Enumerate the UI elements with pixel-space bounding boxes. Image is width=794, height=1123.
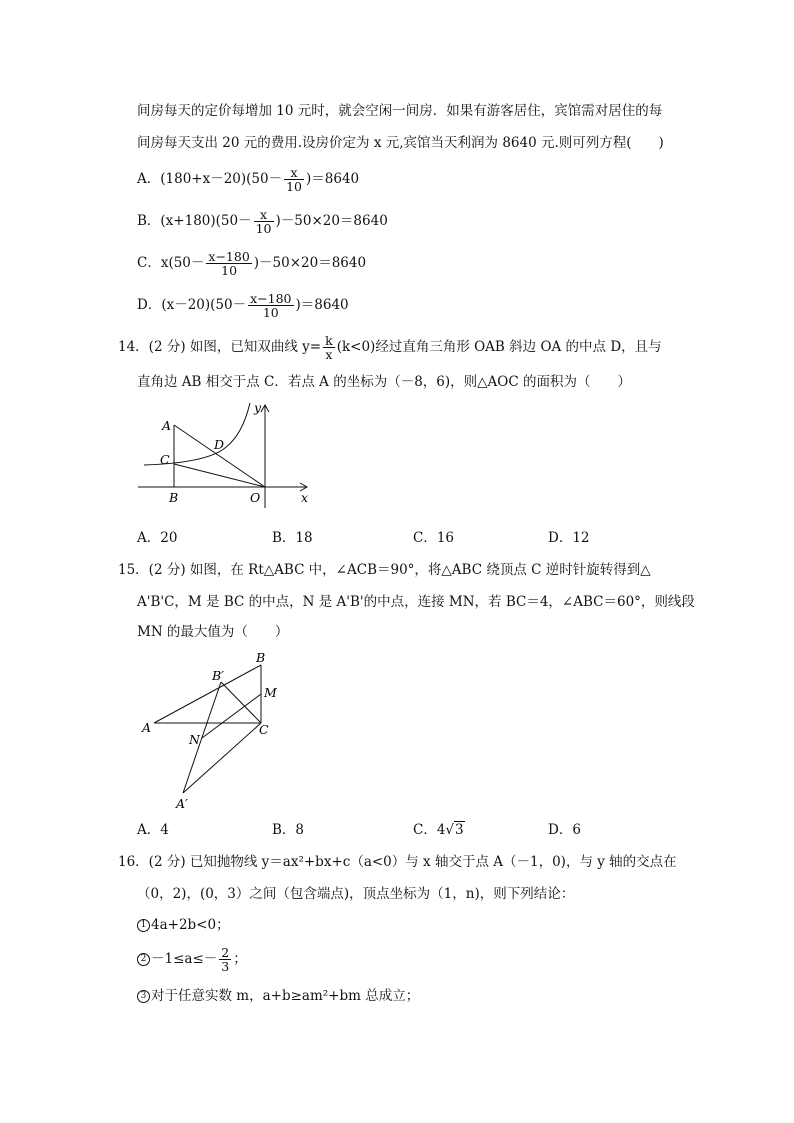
label-m: M	[264, 685, 277, 700]
q16-conclusion-2	[137, 946, 247, 973]
conclusion-2-post: ；	[233, 951, 247, 967]
label-x: x	[301, 490, 309, 505]
fraction-denominator: x	[325, 347, 333, 362]
q13-option-b-fraction	[254, 208, 274, 235]
q13-option-d-fraction	[248, 292, 293, 319]
q14-text-line-2: 直角边 AB 相交于点 C．若点 A 的坐标为（－8，6)，则△AOC 的面积为（ ）	[137, 374, 631, 390]
q13-text-line-1: 间房每天的定价每增加 10 元时，就会空闲一间房．如果有游客居住，宾馆需对居住的每	[137, 103, 663, 119]
fraction-denominator: 10	[255, 221, 272, 236]
label-bprime: B′	[212, 668, 225, 683]
q14-option-b[interactable]: B．18	[272, 530, 313, 546]
q13-option-a[interactable]	[137, 166, 359, 193]
q13-option-c-fraction	[206, 250, 251, 277]
q13-text-line-2: 间房每天支出 20 元的费用.设房价定为 x 元,宾馆当天利润为 8640 元.则可列方程( )	[137, 135, 664, 151]
label-c: C	[259, 722, 269, 737]
q13-option-c-pre: C．x(50－	[137, 255, 205, 271]
q13-option-c-post: )－50×20＝8640	[253, 255, 367, 271]
q14-option-a[interactable]: A．20	[137, 530, 178, 546]
fraction-numerator: x	[284, 166, 304, 180]
segment-oc	[174, 464, 265, 487]
q16-text-line-2: （0，2)，(0，3）之间（包含端点)，顶点坐标为（1，n)，则下列结论：	[137, 886, 575, 902]
q13-option-a-pre: A．(180+x－20)(50－	[137, 171, 283, 187]
q14-figure	[130, 398, 320, 508]
fraction-denominator: 10	[262, 305, 279, 320]
label-o: O	[250, 490, 261, 505]
q14-fraction	[323, 334, 335, 361]
q14-line1-pre: 14．(2 分) 如图，已知双曲线 y=	[118, 339, 322, 355]
q15-option-b[interactable]: B．8	[272, 822, 305, 838]
label-a: A	[142, 720, 152, 735]
q15-option-c-pre: C．4	[413, 822, 446, 838]
conclusion-1-text: 4a+2b<0；	[151, 917, 230, 933]
fraction-denominator: 10	[286, 179, 303, 194]
fraction-numerator: k	[325, 333, 333, 348]
segment-oa	[174, 425, 265, 487]
q13-option-d-post: )＝8640	[295, 297, 349, 313]
segment-bprime-c	[221, 682, 261, 723]
q13-option-a-post: )＝8640	[306, 171, 360, 187]
fraction-numerator: x−180	[208, 249, 250, 264]
q13-option-b[interactable]	[137, 208, 388, 235]
q15-text-line-3: MN 的最大值为（ ）	[137, 624, 289, 640]
q16-conclusion-1	[137, 915, 230, 935]
fraction-numerator: 2	[221, 945, 230, 960]
q15-option-a[interactable]: A．4	[137, 822, 169, 838]
q14-line1-condition: (k<0)	[336, 339, 376, 355]
circled-number-2: 2	[137, 953, 150, 966]
q13-option-a-fraction	[284, 166, 304, 193]
q14-line1-post: 经过直角三角形 OAB 斜边 OA 的中点 D，且与	[375, 339, 662, 355]
label-y: y	[254, 400, 262, 415]
q14-text-line-1	[118, 334, 662, 361]
q13-option-c[interactable]	[137, 250, 366, 277]
q14-option-d[interactable]: D．12	[548, 530, 590, 546]
sqrt-radicand: 3	[455, 822, 464, 838]
label-b: B	[169, 490, 179, 505]
label-a: A	[162, 418, 172, 433]
q13-option-b-pre: B．(x+180)(50－	[137, 213, 252, 229]
q13-option-d-pre: D．(x－20)(50－	[137, 297, 247, 313]
label-aprime: A′	[176, 796, 188, 811]
conclusion-2-pre: －1≤a≤－	[151, 951, 218, 967]
q13-option-b-post: )－50×20＝8640	[275, 213, 388, 229]
fraction-numerator: x−180	[250, 291, 292, 306]
circled-number-3: 3	[137, 990, 150, 1003]
label-n: N	[189, 732, 200, 747]
fraction-denominator: 3	[221, 959, 230, 974]
q15-text-line-2: A'B'C，M 是 BC 的中点，N 是 A'B'的中点，连接 MN，若 BC＝4，∠ABC＝60°，则线段	[137, 594, 695, 610]
q13-option-d[interactable]	[137, 292, 349, 319]
label-b: B	[256, 650, 266, 665]
conclusion-3-text: 对于任意实数 m，a+b≥am²+bm 总成立；	[151, 988, 420, 1004]
q14-option-c[interactable]: C．16	[413, 530, 455, 546]
q15-text-line-1: 15．(2 分) 如图，在 Rt△ABC 中，∠ACB＝90°，将△ABC 绕顶点 C 逆时针旋转得到△	[118, 562, 651, 578]
q15-option-c[interactable]	[413, 820, 465, 840]
fraction-numerator: x	[254, 208, 274, 222]
q15-figure	[138, 648, 288, 818]
q15-option-d[interactable]: D．6	[548, 822, 581, 838]
q16-conclusion-3	[137, 986, 419, 1006]
label-c: C	[160, 452, 170, 467]
label-d: D	[214, 437, 225, 452]
fraction-denominator: 10	[221, 263, 238, 278]
q16-text-line-1: 16．(2 分) 已知抛物线 y＝ax²+bx+c（a<0）与 x 轴交于点 A（－1，0)，与 y 轴的交点在	[118, 854, 677, 870]
q16-fraction	[219, 946, 231, 973]
segment-ab	[154, 665, 261, 723]
sqrt-sign: √	[445, 822, 455, 838]
circled-number-1: 1	[137, 919, 150, 932]
